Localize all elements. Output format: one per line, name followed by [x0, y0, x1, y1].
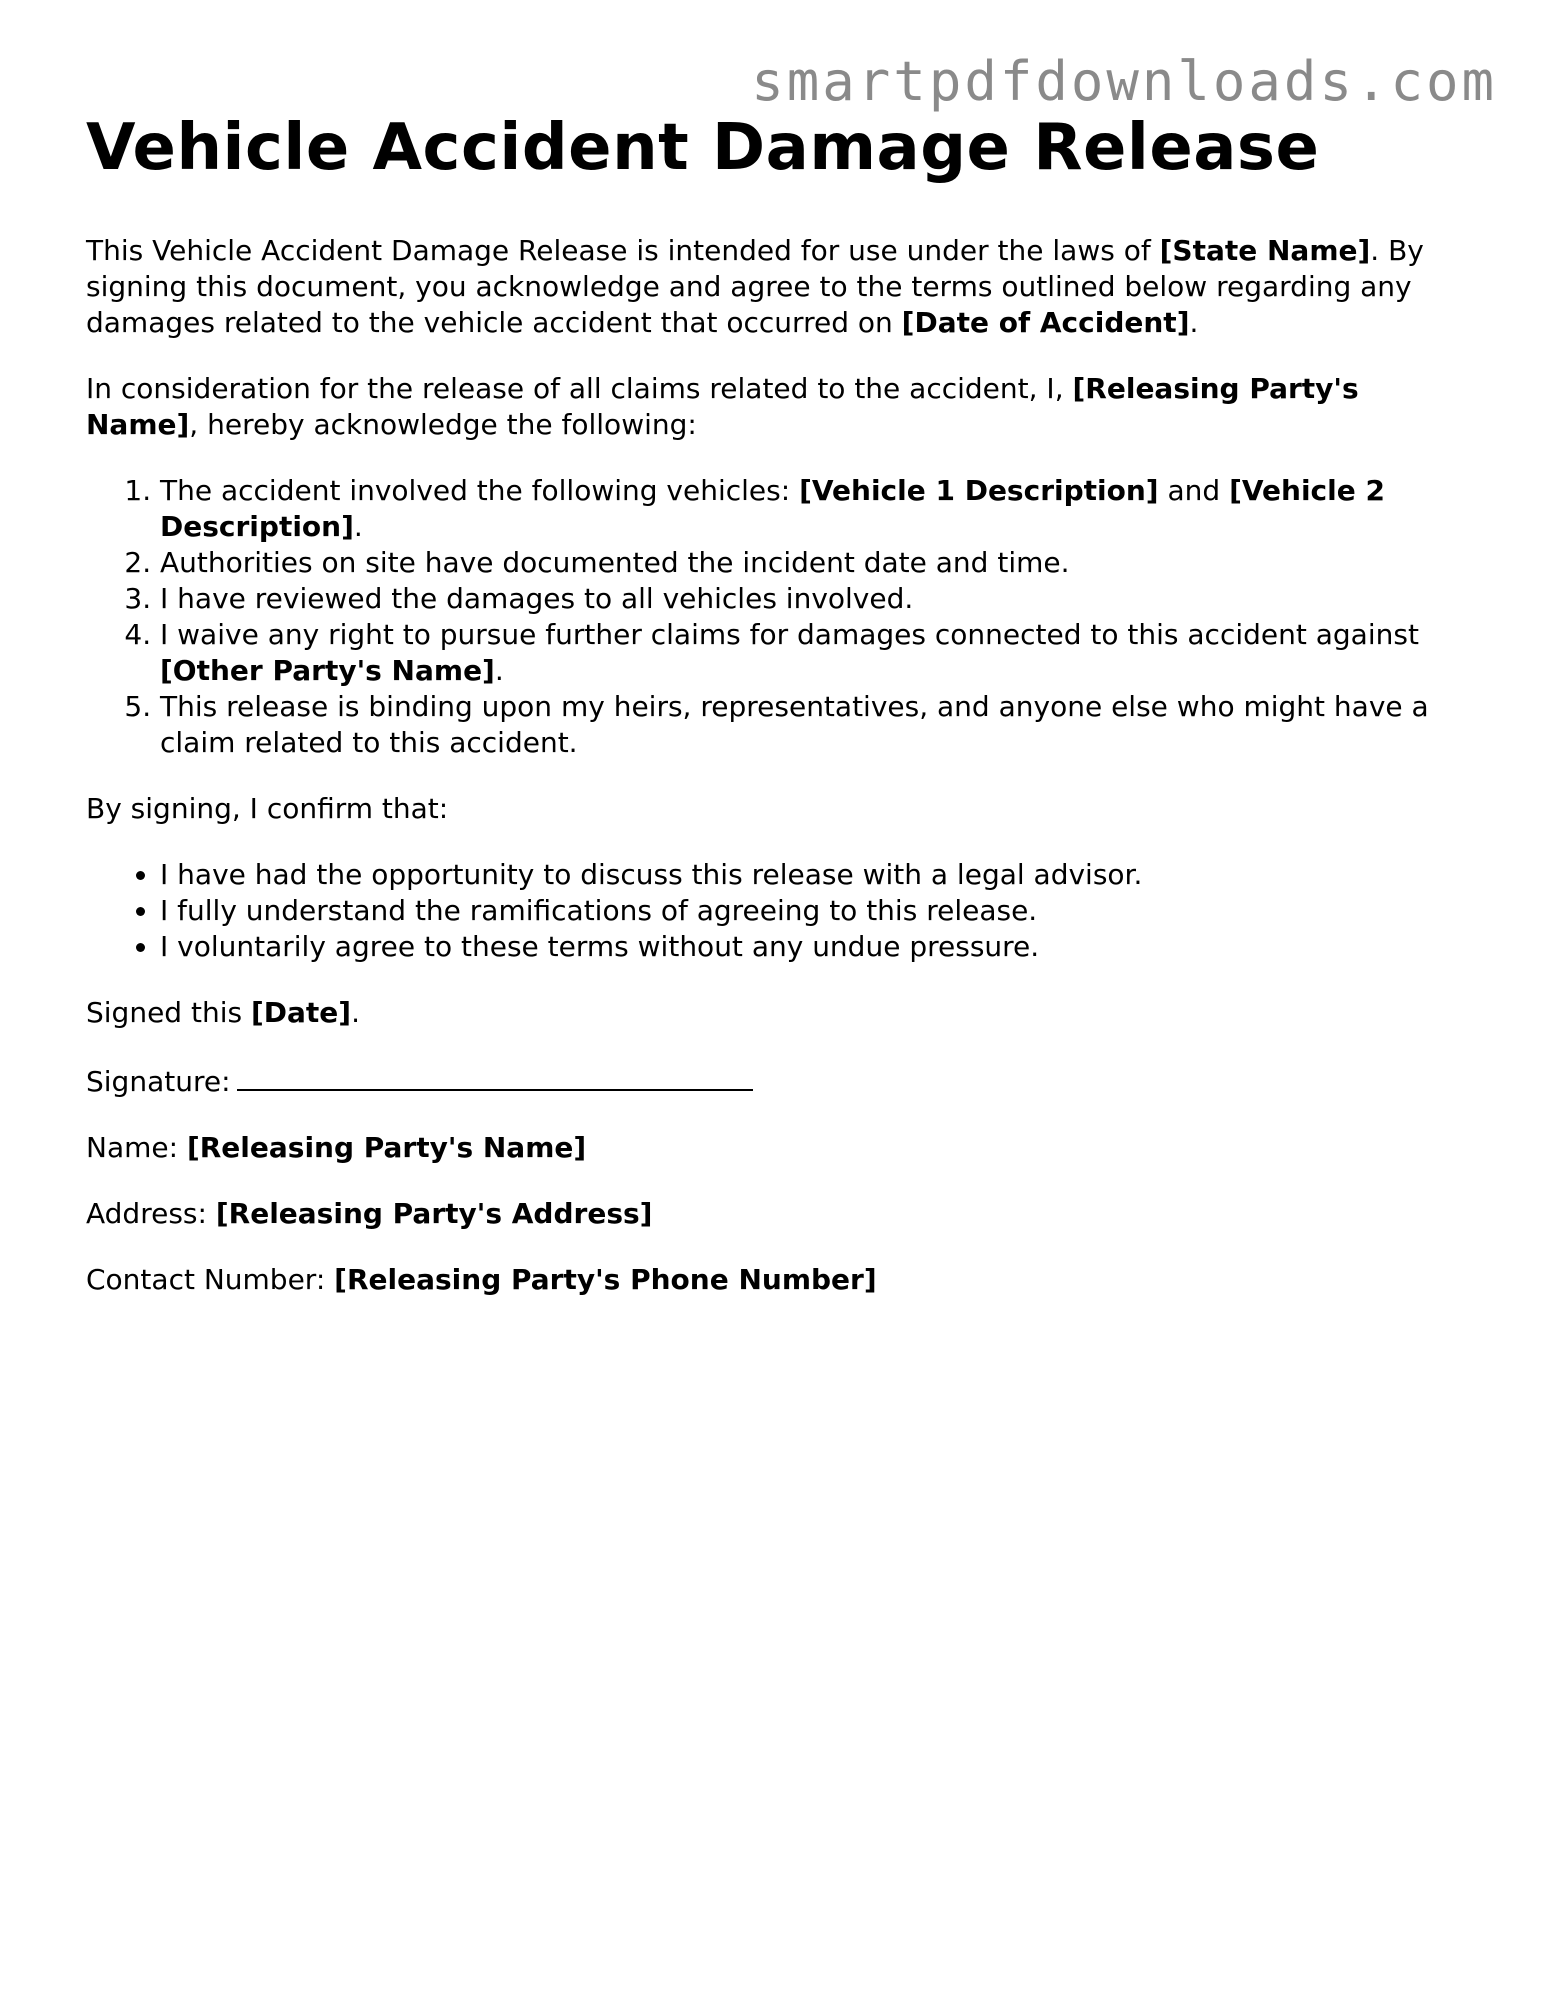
list-item: 5. This release is binding upon my heirs, representatives, and anyone else who might have a claim related to this accident. — [160, 689, 1467, 761]
bullet-item: • I have had the opportunity to discuss this release with a legal advisor. — [160, 857, 1467, 893]
watermark: smartpdfdownloads.com — [751, 50, 1497, 113]
consideration-text-2: , hereby acknowledge the following: — [189, 408, 697, 441]
document-body — [86, 233, 1467, 1298]
accident-date-placeholder: [Date of Accident] — [901, 306, 1190, 339]
bullet-item: • I fully understand the ramifications of agreeing to this release. — [160, 893, 1467, 929]
address-value: [Releasing Party's Address] — [215, 1197, 653, 1230]
other-party-name-placeholder: [Other Party's Name] — [160, 654, 495, 687]
contact-field — [86, 1262, 1467, 1298]
list-item-text: . — [353, 510, 363, 543]
signature-blank[interactable] — [237, 1061, 753, 1091]
releasing-party-name-placeholder: [Releasing Party's Name] — [86, 372, 1359, 441]
signed-text-end: . — [351, 996, 360, 1029]
intro-text-1: This Vehicle Accident Damage Release is intended for use under the laws of — [86, 234, 1160, 267]
contact-value: [Releasing Party's Phone Number] — [334, 1263, 877, 1296]
intro-paragraph — [86, 233, 1467, 341]
address-label: Address: — [86, 1197, 216, 1230]
state-name-placeholder: [State Name] — [1159, 234, 1371, 267]
signed-date-line — [86, 995, 1467, 1031]
address-field — [86, 1196, 1467, 1232]
list-item-text: The accident involved the following vehicles: — [160, 474, 800, 507]
name-value: [Releasing Party's Name] — [186, 1131, 587, 1164]
signed-text: Signed this — [86, 996, 251, 1029]
contact-label: Contact Number: — [86, 1263, 335, 1296]
acknowledgement-list — [86, 473, 1467, 761]
list-item-text: I waive any right to pursue further claims for damages connected to this accident against — [160, 618, 1419, 651]
list-item-text: and — [1158, 474, 1230, 507]
signature-label: Signature: — [86, 1065, 231, 1098]
intro-text-3: . — [1189, 306, 1199, 339]
name-field — [86, 1130, 1467, 1166]
confirmation-list — [86, 857, 1467, 965]
signed-date-placeholder: [Date] — [250, 996, 352, 1029]
consideration-text-1: In consideration for the release of all claims related to the accident, I, — [86, 372, 1073, 405]
intro-text-2: . By signing this document, you acknowledge and agree to the terms outlined below regarding any damages related to the vehicle accident that occurred on — [86, 234, 1424, 339]
document-title: Vehicle Accident Damage Release — [86, 111, 1320, 185]
vehicle-2-placeholder: [Vehicle 2 Description] — [160, 474, 1385, 543]
list-item-text: . — [494, 654, 504, 687]
confirm-lead: By signing, I confirm that: — [86, 792, 449, 825]
list-item — [160, 473, 1467, 545]
list-item — [160, 617, 1467, 689]
list-item: 3. I have reviewed the damages to all vehicles involved. — [160, 581, 1467, 617]
signature-line — [86, 1061, 1467, 1100]
bullet-item: • I voluntarily agree to these terms without any undue pressure. — [160, 929, 1467, 965]
list-item: 2. Authorities on site have documented the incident date and time. — [160, 545, 1467, 581]
vehicle-1-placeholder: [Vehicle 1 Description] — [799, 474, 1159, 507]
consideration-paragraph — [86, 371, 1467, 443]
name-label: Name: — [86, 1131, 187, 1164]
